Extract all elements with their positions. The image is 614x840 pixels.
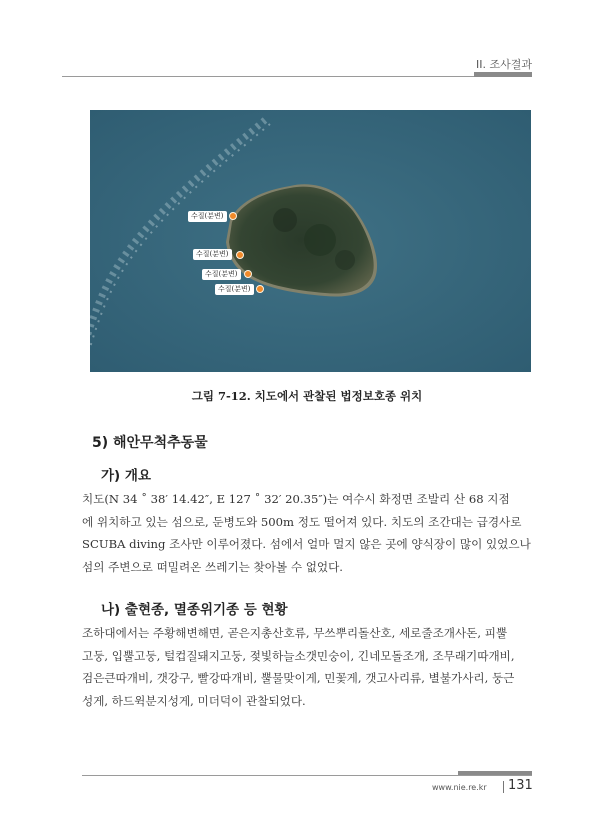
text-line: 검은큰따개비, 갯강구, 빨강따개비, 뿔물맞이게, 민꽃게, 갯고사리류, 별불가사리, 둥근 <box>82 671 515 686</box>
text-line: 고둥, 입뿔고둥, 털컵질돼지고둥, 젖빛하늘소갯민숭이, 긴네모돌조개, 조무래기따개비, <box>82 648 515 663</box>
header-rule <box>62 76 532 77</box>
page-number: 131 <box>508 778 533 793</box>
text-line: SCUBA diving 조사만 이루어졌다. 섬에서 얼마 멀지 않은 곳에 양식장이 많이 있었으나 <box>82 537 531 552</box>
marker-label: 수질(분변) <box>193 249 232 260</box>
paragraph-species <box>82 622 534 713</box>
paragraph-overview <box>82 488 534 579</box>
vegetation-patch <box>273 208 297 232</box>
chapter-label: II. 조사결과 <box>476 58 532 71</box>
footer-separator <box>503 781 504 793</box>
vegetation-patch <box>335 250 355 270</box>
vegetation-patch <box>304 224 336 256</box>
text-line: 성게, 하드윅분지성게, 미더덕이 관찰되었다. <box>82 694 306 709</box>
section-title: 5) 해안무척추동물 <box>92 435 208 451</box>
text-line: 에 위치하고 있는 섬으로, 둔병도와 500m 정도 떨어져 있다. 치도의 조간대는 급경사로 <box>82 514 522 529</box>
marker-label: 수질(분변) <box>202 269 241 280</box>
subsection-title-species: 나) 출현종, 멸종위기종 등 현황 <box>101 602 288 618</box>
text-line: 섬의 주변으로 떠밀려온 쓰레기는 찾아볼 수 없었다. <box>82 560 343 575</box>
figure-caption: 그림 7-12. 치도에서 관찰된 법정보호종 위치 <box>191 389 423 403</box>
sampling-marker <box>244 270 252 278</box>
text-line: 조하대에서는 주황해변해면, 곧은지총산호류, 무쓰뿌리돌산호, 세로줄조개사돈, 피뿔 <box>82 626 508 640</box>
text-line: 치도(N 34 ˚ 38′ 14.42″, E 127 ˚ 32′ 20.35″)는 여수시 화정면 조발리 산 68 지점 <box>82 492 510 506</box>
marker-label: 수질(분변) <box>188 211 227 222</box>
satellite-figure <box>90 110 531 372</box>
footer-url: www.nie.re.kr <box>432 783 487 792</box>
sampling-marker <box>229 212 237 220</box>
satellite-image <box>90 110 531 372</box>
sampling-marker <box>256 285 264 293</box>
marker-label: 수질(분변) <box>215 284 254 295</box>
subsection-title-overview: 가) 개요 <box>101 468 151 484</box>
footer-tab <box>458 771 532 775</box>
sampling-marker <box>236 251 244 259</box>
footer-rule <box>82 775 532 776</box>
header-tab <box>474 72 532 77</box>
